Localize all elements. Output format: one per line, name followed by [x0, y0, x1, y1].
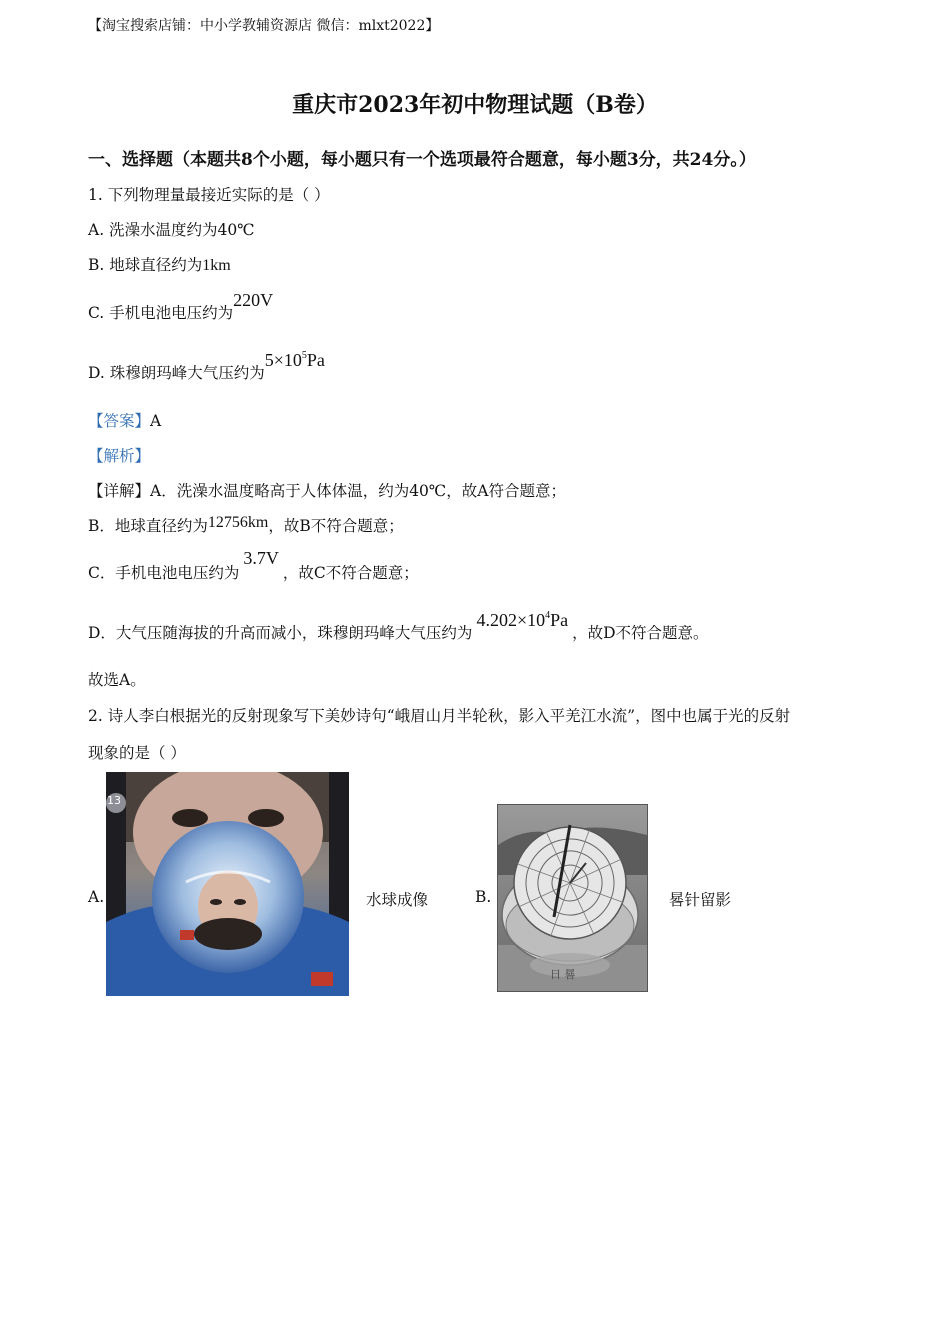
q1-option-d-text: D. 珠穆朗玛峰大气压约为	[88, 364, 265, 382]
detail-c	[88, 548, 419, 583]
q1-option-a: A. 洗澡水温度约为40℃	[88, 221, 255, 239]
analysis-label: 【解析】	[88, 447, 151, 465]
q2-stem-line1: 2. 诗人李白根据光的反射现象写下美妙诗句“峨眉山月半轮秋，影入平羌江水流”，图中也属于光的反射	[88, 707, 791, 725]
section-heading: 一、选择题（本题共8个小题，每小题只有一个选项最符合题意，每小题3分，共24分。）	[88, 150, 756, 170]
q1-option-d-exp: 5	[301, 350, 307, 361]
q2-option-b-caption: 晷针留影	[669, 891, 732, 909]
sundial-image	[497, 804, 648, 992]
q2-option-b-letter: B.	[475, 888, 492, 906]
q1-option-c-value: 220V	[233, 290, 274, 310]
q1-option-b-text: B. 地球直径约为	[88, 256, 203, 274]
detail-d-exp: 4	[545, 610, 551, 621]
detail-b	[88, 514, 404, 536]
detail-d-pre: D．大气压随海拔的升高而减小，珠穆朗玛峰大气压约为	[88, 624, 473, 642]
water-ball-image	[106, 772, 349, 996]
q2-stem-line2: 现象的是（ ）	[88, 744, 186, 762]
answer-line	[88, 409, 161, 431]
detail-c-value: 3.7V	[243, 548, 279, 568]
detail-d-base: 4.202×10	[476, 610, 546, 630]
detail-a: 【详解】A．洗澡水温度略高于人体体温，约为40℃，故A符合题意；	[88, 482, 566, 500]
video-badge: 13	[107, 794, 121, 807]
detail-b-pre: B．地球直径约为	[88, 517, 208, 535]
q2-option-a-caption: 水球成像	[366, 891, 429, 909]
q1-option-b	[88, 253, 231, 275]
detail-conclusion: 故选A。	[88, 671, 146, 689]
q1-option-c-text: C. 手机电池电压约为	[88, 304, 234, 322]
detail-b-value: 12756km	[207, 514, 269, 531]
answer-value: A	[150, 412, 162, 430]
q1-option-b-value: 1km	[202, 257, 231, 274]
detail-d-unit: Pa	[550, 610, 569, 630]
q1-option-c	[88, 290, 274, 323]
page-title: 重庆市2023年初中物理试题（B卷）	[292, 92, 658, 118]
detail-c-post: ，故C不符合题意；	[282, 564, 419, 582]
detail-b-post: ，故B不符合题意；	[268, 517, 404, 535]
q2-option-a-letter: A.	[88, 888, 105, 906]
q1-option-d-base: 5×10	[264, 350, 302, 370]
page-header: 【淘宝搜索店铺：中小学教辅资源店 微信：mlxt2022】	[88, 18, 440, 34]
detail-c-pre: C．手机电池电压约为	[88, 564, 240, 582]
sundial-plate-text: 日 晷	[550, 968, 576, 981]
detail-d-post: ，故D不符合题意。	[572, 624, 709, 642]
q1-option-d-unit: Pa	[306, 350, 325, 370]
q1-stem: 1. 下列物理量最接近实际的是（ ）	[88, 186, 330, 204]
answer-label: 【答案】	[88, 412, 151, 430]
